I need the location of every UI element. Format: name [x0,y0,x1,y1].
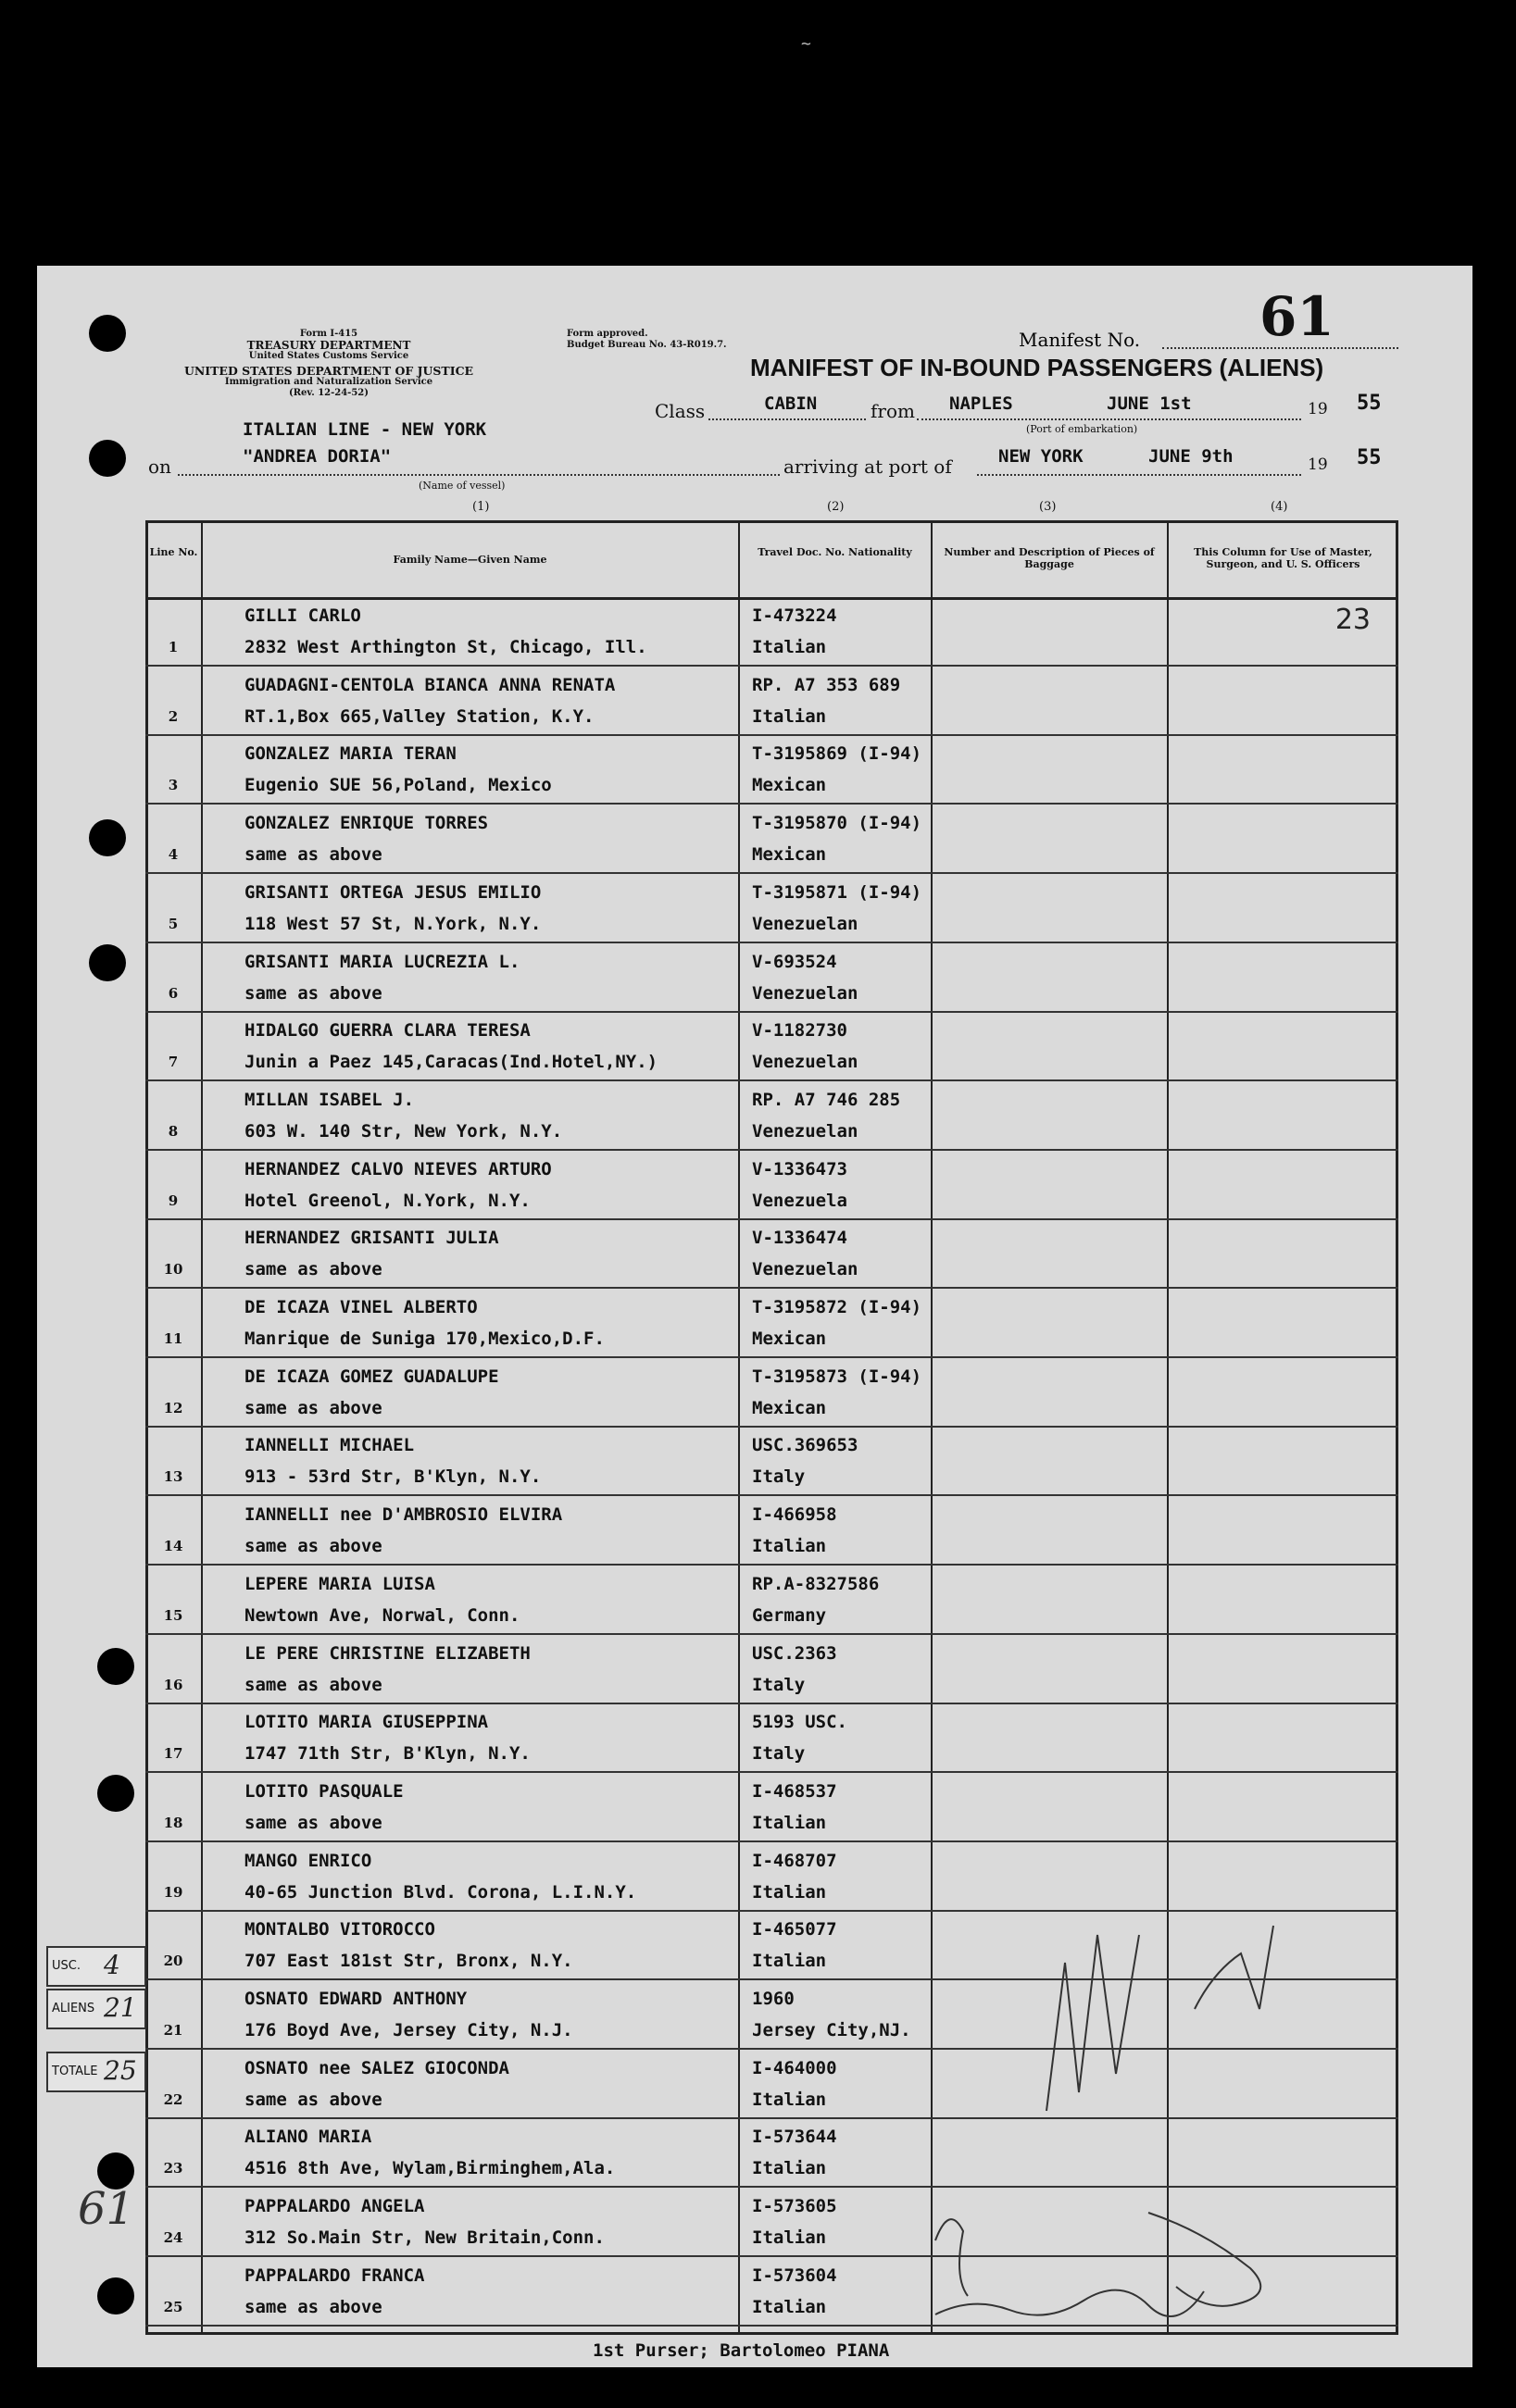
page-title: MANIFEST OF IN-BOUND PASSENGERS (ALIENS) [750,354,1324,381]
line-number: 18 [163,1814,183,1831]
passenger-address: same as above [244,1536,382,1557]
customs-service: United States Customs Service [248,351,409,361]
form-number: Form I-415 [299,329,358,339]
nationality: Mexican [752,1397,827,1418]
on-label: on [148,455,171,478]
nationality: Mexican [752,844,827,866]
form-revision: (Rev. 12-24-52) [289,388,369,398]
line-number: 6 [168,984,179,1002]
nationality: Italian [752,2158,827,2179]
line-number: 23 [163,2160,183,2177]
travel-document: I-468707 [752,1850,837,1871]
line-number: 13 [163,1468,183,1486]
nationality: Venezuelan [752,982,858,1004]
line-number: 15 [163,1606,183,1624]
passenger-name: LOTITO MARIA GIUSEPPINA [244,1712,489,1733]
line-number: 1 [168,639,179,655]
passenger-name: OSNATO EDWARD ANTHONY [244,1989,468,2009]
nationality: Jersey City,NJ. [752,2020,911,2040]
line-number: 22 [163,2090,183,2108]
passenger-address: same as above [244,844,382,866]
nationality: Italian [752,1881,827,1903]
passenger-name: IANNELLI nee D'AMBROSIO ELVIRA [244,1504,563,1526]
passenger-name: LE PERE CHRISTINE ELIZABETH [244,1642,531,1664]
nationality: Mexican [752,775,827,796]
passenger-name: MANGO ENRICO [244,1850,372,1871]
passenger-address: same as above [244,2296,382,2317]
nationality: Venezuela [752,1190,847,1211]
passenger-name: GILLI CARLO [244,605,361,626]
travel-document: T-3195871 (I-94) [752,881,922,903]
passenger-name: PAPPALARDO FRANCA [244,2265,425,2286]
arrival-date: JUNE 9th [1148,446,1234,467]
passenger-address: RT.1,Box 665,Valley Station, K.Y. [244,705,595,727]
travel-document: USC.369653 [752,1435,858,1456]
travel-document: I-473224 [752,605,837,626]
passenger-address: 176 Boyd Ave, Jersey City, N.J. [244,2020,573,2040]
line-number: 10 [163,1261,183,1279]
travel-document: T-3195873 (I-94) [752,1366,922,1387]
passenger-address: same as above [244,1812,382,1833]
nationality: Mexican [752,1329,827,1349]
line-number: 24 [163,2229,183,2247]
passenger-name: MILLAN ISABEL J. [244,1089,415,1110]
line-number: 3 [168,777,179,794]
passenger-address: Newtown Ave, Norwal, Conn. [244,1604,520,1626]
line-number: 11 [163,1330,183,1347]
passenger-address: same as above [244,1674,382,1695]
nationality: Italy [752,1674,806,1695]
aliens-count: 21 [104,1992,137,2023]
travel-document: I-464000 [752,2057,837,2078]
ins-service: Immigration and Naturalization Service [224,377,433,387]
line-number: 4 [168,846,179,864]
manifest-number: 61 [1259,285,1334,348]
line-number: 5 [168,915,179,932]
column-number-3: (3) [1039,500,1057,514]
passenger-address: same as above [244,982,382,1004]
nationality: Italian [752,1536,827,1557]
passenger-name: IANNELLI MICHAEL [244,1435,415,1456]
year-prefix: 19 [1308,400,1328,418]
passenger-address: 707 East 181st Str, Bronx, N.Y. [244,1951,573,1972]
header-family-name: Family Name—Given Name [393,554,547,566]
purser-signature: 1st Purser; Bartolomeo PIANA [593,2340,890,2361]
line-number: 19 [163,1883,183,1901]
header-baggage: Number and Description of Pieces of Baggage [944,546,1155,570]
manifest-no-label: Manifest No. [1019,329,1141,351]
line-number: 16 [163,1676,183,1693]
travel-document: RP.A-8327586 [752,1573,880,1594]
arriving-label: arriving at port of [783,455,952,478]
arrival-year: 55 [1357,446,1382,469]
travel-document: RP. A7 353 689 [752,674,901,695]
travel-document: V-1336474 [752,1228,847,1249]
passenger-address: Manrique de Suniga 170,Mexico,D.F. [244,1329,605,1349]
line-number: 14 [163,1538,183,1555]
line-number: 9 [168,1192,179,1209]
arrival-port: NEW YORK [998,446,1084,467]
travel-document: T-3195870 (I-94) [752,813,922,834]
embarkation-year: 55 [1357,392,1382,415]
margin-note: 61 [78,2183,135,2235]
line-number: 21 [163,2022,183,2039]
passenger-name: HERNANDEZ GRISANTI JULIA [244,1228,499,1249]
travel-document: I-466958 [752,1504,837,1526]
class-label: Class [655,400,706,422]
travel-document: USC.2363 [752,1642,837,1664]
nationality: Venezuelan [752,1120,858,1142]
header-officers: This Column for Use of Master, Surgeon, and U. S. Officers [1194,546,1372,570]
total-label: TOTALE [52,2065,98,2078]
line-number: 20 [163,1953,183,1970]
travel-document: T-3195869 (I-94) [752,743,922,765]
passenger-name: GRISANTI ORTEGA JESUS EMILIO [244,881,542,903]
travel-document: 1960 [752,1989,795,2009]
passenger-name: PAPPALARDO ANGELA [244,2196,425,2217]
form-approved: Form approved. [567,329,648,339]
column-number-2: (2) [827,500,845,514]
travel-document: T-3195872 (I-94) [752,1297,922,1317]
from-label: from [871,400,915,422]
passenger-name: ALIANO MARIA [244,2127,372,2148]
passenger-address: 603 W. 140 Str, New York, N.Y. [244,1120,563,1142]
header-travel-doc: Travel Doc. No. Nationality [758,546,912,558]
nationality: Italian [752,2089,827,2110]
nationality: Venezuelan [752,1052,858,1073]
travel-document: 5193 USC. [752,1712,847,1733]
header-line-no: Line No. [149,546,198,558]
total-count: 25 [104,2055,137,2086]
passenger-name: LOTITO PASQUALE [244,1780,404,1802]
travel-document: V-693524 [752,951,837,972]
nationality: Germany [752,1604,827,1626]
travel-document: I-573604 [752,2265,837,2286]
line-number: 17 [163,1745,183,1763]
passenger-address: 312 So.Main Str, New Britain,Conn. [244,2227,605,2249]
justice-department: UNITED STATES DEPARTMENT OF JUSTICE [183,364,474,378]
passenger-name: GONZALEZ ENRIQUE TORRES [244,813,489,834]
passenger-name: GONZALEZ MARIA TERAN [244,743,457,765]
vessel-name: "ANDREA DORIA" [243,446,392,467]
budget-bureau: Budget Bureau No. 43-R019.7. [567,340,727,350]
usc-count: 4 [104,1950,120,1980]
nationality: Venezuelan [752,1259,858,1280]
column-number-1: (1) [472,500,490,514]
port-embarkation-caption: (Port of embarkation) [1026,423,1138,435]
travel-document: V-1336473 [752,1158,847,1179]
passenger-address: same as above [244,2089,382,2110]
nationality: Italy [752,1743,806,1765]
passenger-name: HIDALGO GUERRA CLARA TERESA [244,1020,531,1042]
officer-note: 23 [1334,604,1371,636]
passenger-name: DE ICAZA GOMEZ GUADALUPE [244,1366,499,1387]
usc-label: USC. [52,1959,81,1973]
travel-document: I-573644 [752,2127,837,2148]
line-number: 7 [168,1054,179,1071]
embarkation-date: JUNE 1st [1107,393,1192,414]
travel-document: I-468537 [752,1780,837,1802]
nationality: Venezuelan [752,913,858,934]
passenger-address: same as above [244,1397,382,1418]
passenger-name: GUADAGNI-CENTOLA BIANCA ANNA RENATA [244,674,616,695]
treasury-department: TREASURY DEPARTMENT [246,339,411,352]
travel-document: I-573605 [752,2196,837,2217]
nationality: Italian [752,1812,827,1833]
passenger-name: DE ICAZA VINEL ALBERTO [244,1297,478,1317]
passenger-name: MONTALBO VITOROCCO [244,1919,435,1940]
passenger-address: Hotel Greenol, N.York, N.Y. [244,1190,531,1211]
passenger-name: OSNATO nee SALEZ GIOCONDA [244,2057,509,2078]
nationality: Italy [752,1466,806,1488]
nationality: Italian [752,1951,827,1972]
class-value: CABIN [764,393,818,414]
line-number: 8 [168,1122,179,1140]
passenger-address: Junin a Paez 145,Caracas(Ind.Hotel,NY.) [244,1052,658,1073]
nationality: Italian [752,705,827,727]
passenger-address: 40-65 Junction Blvd. Corona, L.I.N.Y. [244,1881,637,1903]
shipping-line: ITALIAN LINE - NEW YORK [243,419,487,440]
passenger-address: 913 - 53rd Str, B'Klyn, N.Y. [244,1466,542,1488]
line-number: 25 [163,2298,183,2315]
passenger-address: Eugenio SUE 56,Poland, Mexico [244,775,552,796]
scan-speck: ~ [801,34,811,54]
nationality: Italian [752,2296,827,2317]
line-number: 2 [168,707,179,725]
passenger-address: 4516 8th Ave, Wylam,Birminghem,Ala. [244,2158,616,2179]
embarkation-port: NAPLES [949,393,1013,414]
passenger-address: 118 West 57 St, N.York, N.Y. [244,913,542,934]
passenger-name: LEPERE MARIA LUISA [244,1573,435,1594]
passenger-address: 2832 West Arthington St, Chicago, Ill. [244,637,647,657]
passenger-address: same as above [244,1259,382,1280]
travel-document: RP. A7 746 285 [752,1089,901,1110]
year-prefix: 19 [1308,455,1328,474]
passenger-name: HERNANDEZ CALVO NIEVES ARTURO [244,1158,552,1179]
nationality: Italian [752,2227,827,2249]
aliens-label: ALIENS [52,2002,95,2015]
nationality: Italian [752,637,827,657]
vessel-caption: (Name of vessel) [419,480,506,492]
passenger-name: GRISANTI MARIA LUCREZIA L. [244,951,520,972]
passenger-address: 1747 71th Str, B'Klyn, N.Y. [244,1743,531,1765]
travel-document: V-1182730 [752,1020,847,1042]
column-number-4: (4) [1271,500,1288,514]
line-number: 12 [163,1399,183,1416]
travel-document: I-465077 [752,1919,837,1940]
